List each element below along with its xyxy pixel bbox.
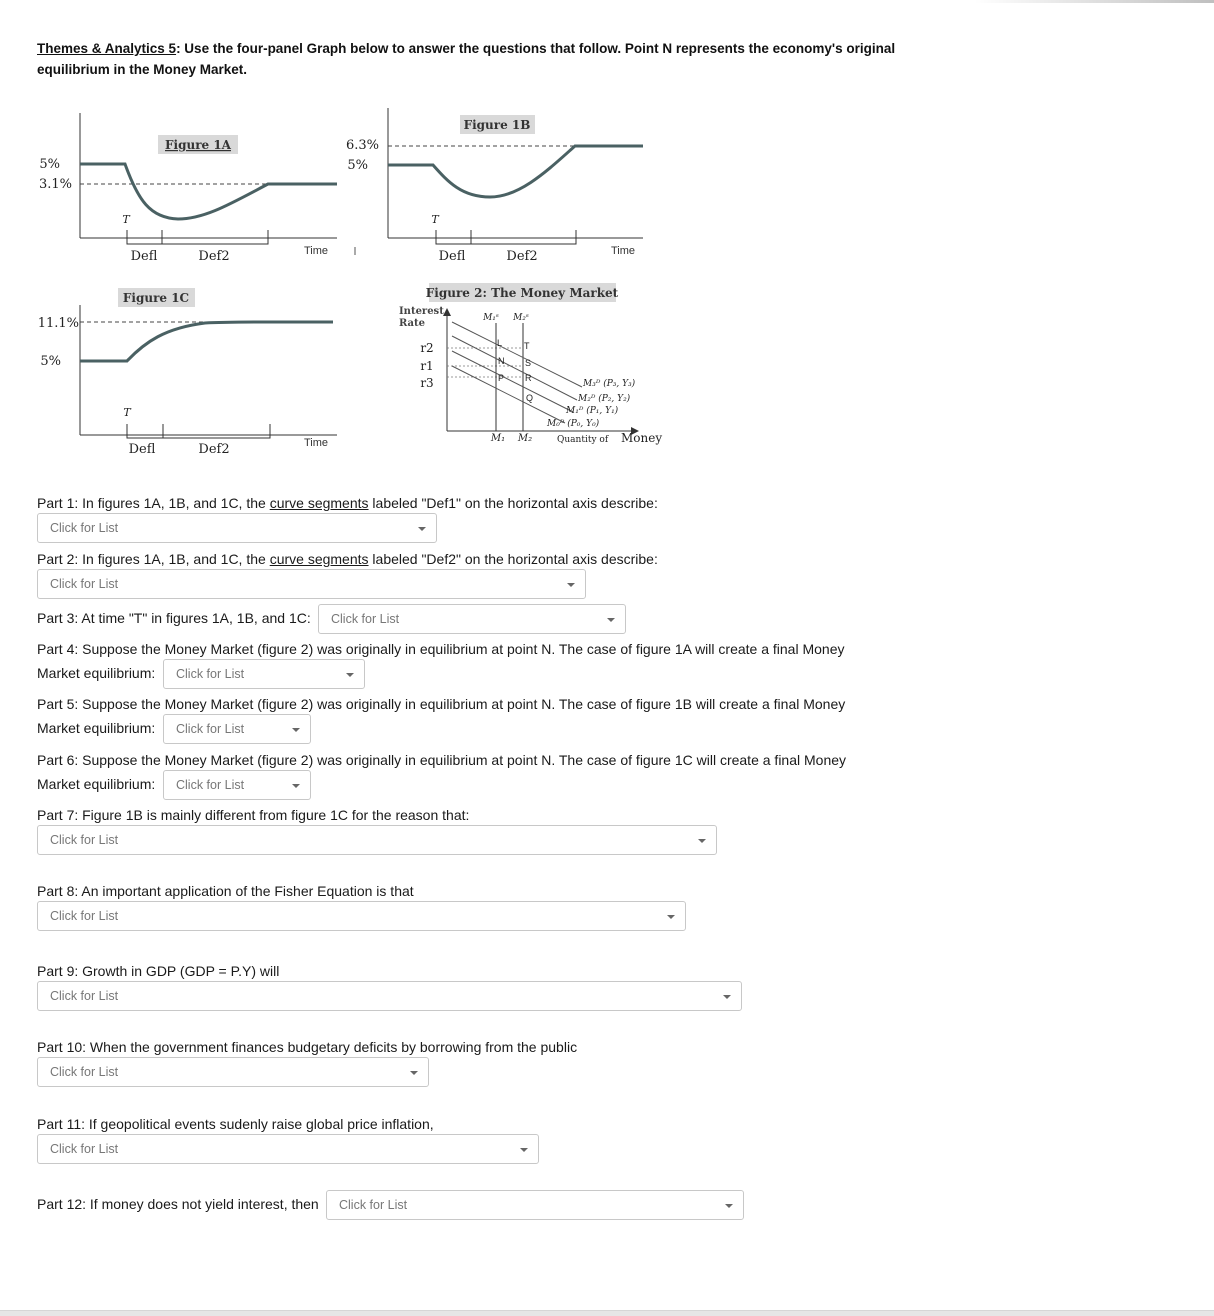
heading-title: Themes & Analytics 5 (37, 41, 177, 56)
fig2-m1: M₁ (490, 433, 506, 444)
part-5-label-line2: Market equilibrium: (37, 720, 156, 736)
part-5-dropdown[interactable] (163, 714, 311, 744)
fig1c-def2: Def2 (198, 442, 230, 457)
part-2-pre: Part 2: In figures 1A, 1B, and 1C, the (37, 551, 270, 567)
fig1c-def1: Defl (128, 442, 156, 457)
figure-1c (38, 288, 337, 457)
fig1c-curve (80, 322, 333, 361)
chevron-down-icon (346, 673, 354, 677)
fig1b-curve (388, 146, 643, 197)
fig2-y-axis-2: Rate (399, 318, 426, 329)
part-4-placeholder: Click for List (176, 667, 245, 681)
part-6-label-line1: Part 6: Suppose the Money Market (figure 2) was originally in equilibrium at point N. The case of figure 1C will create a final Money (37, 752, 847, 768)
chevron-down-icon (418, 527, 426, 531)
figure-2-money-market (399, 283, 662, 445)
fig2-title: Figure 2: The Money Market (425, 286, 619, 300)
fig1a-x-axis: Time (303, 245, 329, 257)
part-7-placeholder: Click for List (50, 833, 119, 847)
fig1a-curve (80, 164, 337, 219)
fig2-ms1: M₁ˢ (483, 313, 499, 323)
fig2-point-p: P (498, 373, 505, 383)
fig1c-x-axis: Time (303, 437, 329, 449)
figure-1b (346, 108, 643, 264)
part-8-placeholder: Click for List (50, 909, 119, 923)
bottom-scrollbar (0, 1310, 1214, 1316)
fig1c-y-low: 5% (40, 354, 61, 369)
part-8-dropdown[interactable] (37, 901, 686, 931)
part-3-label: Part 3: At time "T" in figures 1A, 1B, and 1C: (37, 610, 311, 626)
part-1-pre: Part 1: In figures 1A, 1B, and 1C, the (37, 495, 270, 511)
part-1-post: labeled "Def1" on the horizontal axis describe: (368, 495, 658, 511)
chevron-down-icon (723, 995, 731, 999)
fig1a-t: T (122, 213, 130, 226)
fig2-md3: M₃ᴰ (P₃, Y₃) (583, 379, 636, 389)
fig1b-y-low: 5% (347, 158, 368, 173)
fig2-point-s: S (525, 358, 532, 368)
part-11-placeholder: Click for List (50, 1142, 119, 1156)
part-1-underlined: curve segments (269, 495, 369, 511)
fig1b-y-high: 6.3% (345, 138, 379, 153)
part-3-dropdown[interactable] (318, 604, 626, 634)
part-11-dropdown[interactable] (37, 1134, 539, 1164)
fig1c-y-high: 11.1% (37, 316, 79, 331)
fig1b-def1: Defl (438, 249, 466, 264)
fig1b-t: T (431, 213, 439, 226)
fig1b-title: Figure 1B (463, 118, 531, 132)
heading-text: : Use the four-panel Graph below to answer the questions that follow. Point N represents the economy's original equilibrium in the Money Market. (37, 41, 896, 77)
part-6-placeholder: Click for List (176, 778, 245, 792)
part-2-dropdown[interactable] (37, 569, 586, 599)
chevron-down-icon (567, 583, 575, 587)
figure-1a (39, 113, 337, 264)
part-10-label: Part 10: When the government finances budgetary deficits by borrowing from the public (37, 1039, 578, 1055)
part-1-placeholder: Click for List (50, 521, 119, 535)
fig2-point-l: L (497, 338, 503, 348)
fig1c-t: T (123, 406, 131, 419)
part-2-post: labeled "Def2" on the horizontal axis describe: (368, 551, 658, 567)
part-4-label-line1: Part 4: Suppose the Money Market (figure 2) was originally in equilibrium at point N. The case of figure 1A will create a final Money (37, 641, 845, 657)
fig2-x-axis-small: Quantity of (557, 435, 609, 445)
chevron-down-icon (725, 1204, 733, 1208)
chevron-down-icon (410, 1071, 418, 1075)
part-12-dropdown[interactable] (326, 1190, 744, 1220)
fig1a-def1: Defl (130, 249, 158, 264)
chevron-down-icon (292, 728, 300, 732)
part-11-label: Part 11: If geopolitical events sudenly raise global price inflation, (37, 1116, 434, 1132)
fig2-point-t: T (524, 341, 530, 351)
fig1c-title: Figure 1C (122, 291, 190, 305)
part-7-label: Part 7: Figure 1B is mainly different from figure 1C for the reason that: (37, 807, 470, 823)
chevron-down-icon (520, 1148, 528, 1152)
part-6-dropdown[interactable] (163, 770, 311, 800)
part-3-placeholder: Click for List (331, 612, 400, 626)
fig2-ms2: M₂ˢ (513, 313, 529, 323)
part-4-label-line2: Market equilibrium: (37, 665, 156, 681)
fig2-x-axis-big: Money (621, 431, 663, 445)
part-12-placeholder: Click for List (339, 1198, 408, 1212)
part-4-dropdown[interactable] (163, 659, 365, 689)
part-2-placeholder: Click for List (50, 577, 119, 591)
chevron-down-icon (698, 839, 706, 843)
fig2-r2: r2 (420, 341, 434, 355)
part-1-dropdown[interactable] (37, 513, 437, 543)
part-9-label: Part 9: Growth in GDP (GDP = P.Y) will (37, 963, 280, 979)
fig2-r1: r1 (420, 359, 434, 373)
part-7-dropdown[interactable] (37, 825, 717, 855)
fig1b-x-axis: Time (610, 245, 636, 257)
four-panel-graph (0, 0, 700, 470)
fig2-r3: r3 (420, 376, 434, 390)
chevron-down-icon (292, 784, 300, 788)
fig1a-y-high: 5% (39, 157, 60, 172)
part-5-label-line1: Part 5: Suppose the Money Market (figure 2) was originally in equilibrium at point N. The case of figure 1B will create a final Money (37, 696, 846, 712)
part-12-label: Part 12: If money does not yield interest, then (37, 1196, 319, 1212)
part-2-label (37, 549, 658, 569)
fig1b-def2: Def2 (506, 249, 538, 264)
chevron-down-icon (667, 915, 675, 919)
part-10-dropdown[interactable] (37, 1057, 429, 1087)
window-shadow (974, 0, 1214, 3)
part-1-label (37, 493, 658, 513)
fig2-point-q: Q (526, 393, 534, 403)
part-9-placeholder: Click for List (50, 989, 119, 1003)
fig1a-y-low: 3.1% (38, 177, 72, 192)
part-5-placeholder: Click for List (176, 722, 245, 736)
fig2-md2: M₂ᴰ (P₂, Y₂) (578, 394, 631, 404)
fig2-point-n: N (498, 356, 505, 366)
fig2-md0: M₀ᴰ (P₀, Y₀) (547, 419, 600, 429)
fig2-md1: M₁ᴰ (P₁, Y₁) (566, 406, 619, 416)
part-2-underlined: curve segments (269, 551, 369, 567)
fig1a-def2: Def2 (198, 249, 230, 264)
fig2-point-r: R (525, 373, 532, 383)
fig2-y-axis-1: Interest (399, 306, 444, 317)
fig1a-title: Figure 1A (165, 138, 231, 152)
part-10-placeholder: Click for List (50, 1065, 119, 1079)
fig2-m2: M₂ (517, 433, 533, 444)
part-6-label-line2: Market equilibrium: (37, 776, 156, 792)
part-9-dropdown[interactable] (37, 981, 742, 1011)
part-8-label: Part 8: An important application of the Fisher Equation is that (37, 883, 414, 899)
chevron-down-icon (607, 618, 615, 622)
